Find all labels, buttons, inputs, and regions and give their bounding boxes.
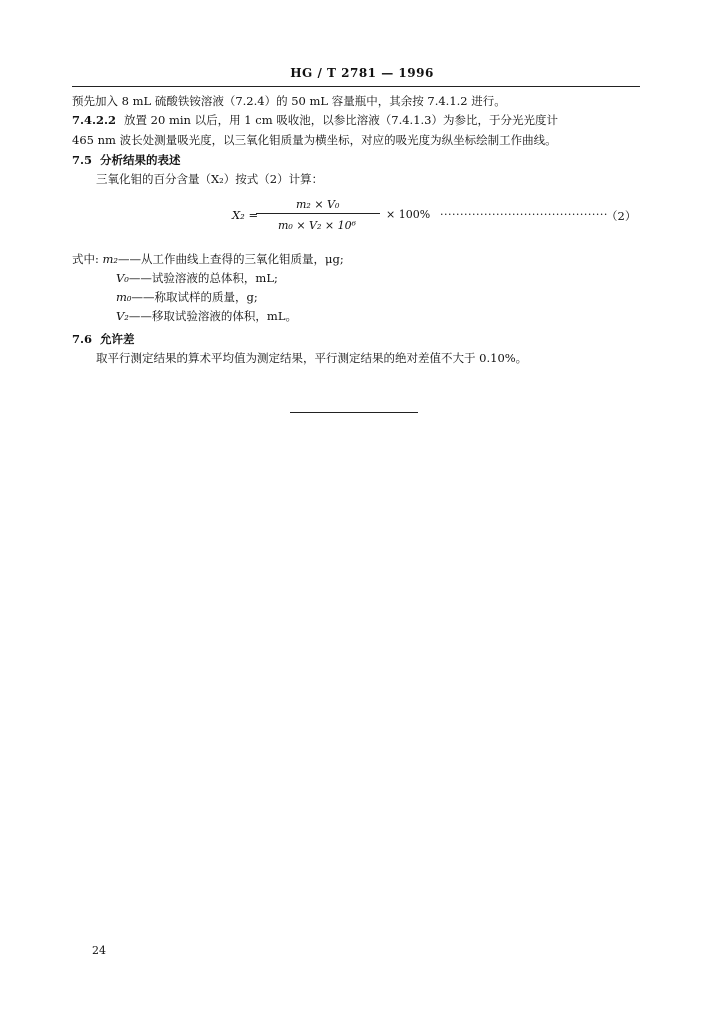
definitions-lead: 式中: (72, 252, 99, 266)
definition-row (72, 252, 344, 266)
fraction-bar (256, 213, 380, 214)
clause-7-4-2-2-line2: 465 nm 波长处测量吸光度，以三氧化钼质量为横坐标，对应的吸光度为纵坐标绘制工作曲线。 (72, 133, 557, 147)
section-number: 7.6 (72, 332, 93, 346)
page-number: 24 (92, 944, 106, 957)
section-title: 分析结果的表述 (100, 153, 181, 167)
definition-row (116, 290, 258, 304)
definition-symbol: V₂ (116, 309, 129, 323)
formula-intro: 三氧化钼的百分含量（X₂）按式（2）计算： (96, 172, 324, 186)
end-of-document-rule (290, 412, 418, 413)
definition-text: ——试验溶液的总体积，mL; (128, 271, 278, 285)
section-number: 7.5 (72, 153, 93, 167)
formula-denominator: m₀ × V₂ × 10⁶ (278, 219, 357, 232)
paragraph-continuation: 预先加入 8 mL 硫酸铁铵溶液（7.2.4）的 50 mL 容量瓶中，其余按 7.4.1.2 进行。 (72, 94, 506, 108)
section-7-6-heading (72, 332, 135, 346)
definition-text: ——从工作曲线上查得的三氧化钼质量，μg; (118, 252, 344, 266)
definition-symbol: V₀ (116, 271, 129, 285)
formula-factor: × 100% (386, 208, 431, 221)
definition-row (116, 271, 278, 285)
section-7-5-heading (72, 153, 181, 167)
definition-text: ——称取试样的质量，g; (131, 290, 258, 304)
definition-symbol: m₀ (116, 290, 132, 304)
clause-text: 放置 20 min 以后，用 1 cm 吸收池，以参比溶液（7.4.1.3）为参比，于分光光度计 (124, 113, 558, 127)
formula-numerator: m₂ × V₀ (296, 198, 340, 211)
clause-7-4-2-2 (72, 113, 558, 127)
definition-row (116, 309, 297, 323)
header-rule (72, 86, 640, 87)
section-7-6-text: 取平行测定结果的算术平均值为测定结果，平行测定结果的绝对差值不大于 0.10%。 (96, 351, 528, 365)
definition-symbol: m₂ (102, 252, 119, 266)
section-title: 允许差 (100, 332, 135, 346)
equation-number: （2） (606, 209, 637, 223)
formula-lhs: X₂ = (232, 208, 259, 222)
definition-text: ——移取试验溶液的体积，mL。 (128, 309, 297, 323)
document-header: HG / T 2781 — 1996 (290, 66, 434, 80)
clause-number: 7.4.2.2 (72, 113, 117, 127)
formula-leader-dots: ·········································· (440, 208, 608, 221)
